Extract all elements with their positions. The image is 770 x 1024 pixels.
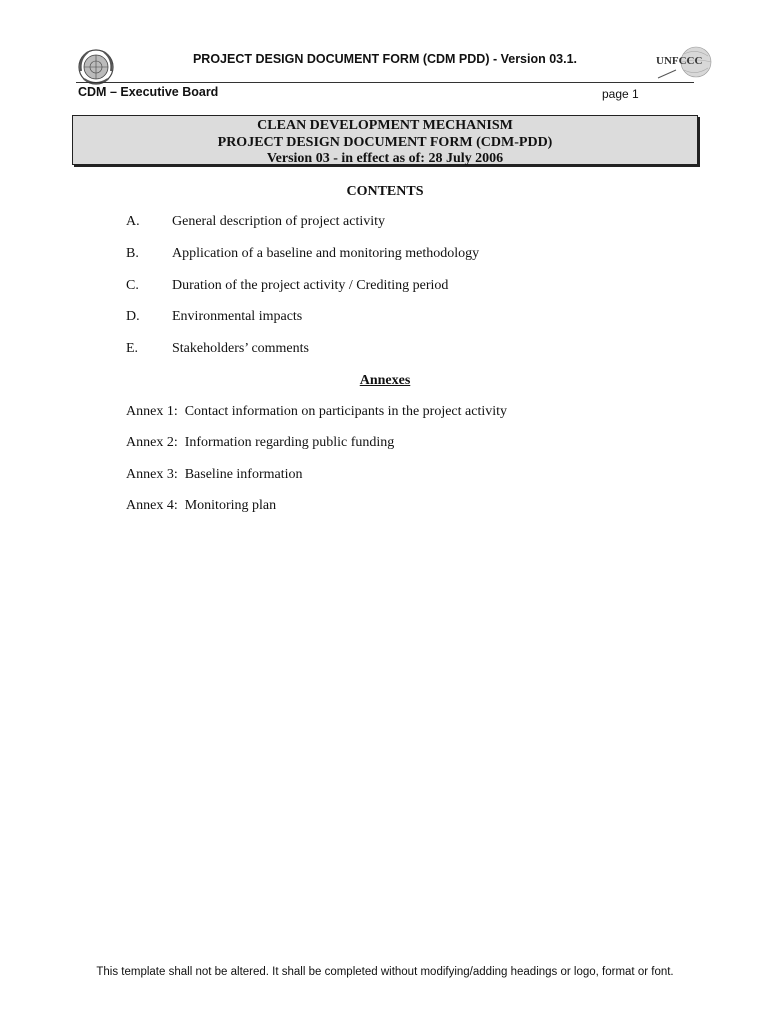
toc-letter: E. bbox=[126, 341, 139, 356]
toc-item-c bbox=[0, 278, 770, 298]
annex-item-2: Annex 2: Information regarding public funding bbox=[126, 435, 395, 450]
footer-notice: This template shall not be altered. It shall be completed without modifying/adding headings or logo, format or font. bbox=[96, 966, 674, 978]
toc-letter: D. bbox=[126, 309, 140, 324]
header-divider bbox=[76, 82, 694, 83]
annex-item-1: Annex 1: Contact information on participants in the project activity bbox=[126, 404, 508, 419]
title-line-2: PROJECT DESIGN DOCUMENT FORM (CDM-PDD) bbox=[217, 134, 553, 150]
document-title-box bbox=[72, 115, 698, 165]
contents-heading: CONTENTS bbox=[346, 184, 424, 199]
toc-text: Application of a baseline and monitoring methodology bbox=[172, 246, 480, 261]
toc-item-a bbox=[0, 214, 770, 234]
toc-text: General description of project activity bbox=[172, 214, 386, 229]
toc-letter: C. bbox=[126, 278, 139, 293]
toc-item-d bbox=[0, 309, 770, 329]
svg-text:UNFCCC: UNFCCC bbox=[656, 55, 703, 67]
header-title: PROJECT DESIGN DOCUMENT FORM (CDM PDD) - Version 03.1. bbox=[192, 52, 578, 66]
title-line-1: CLEAN DEVELOPMENT MECHANISM bbox=[257, 118, 513, 133]
toc-text: Duration of the project activity / Crediting period bbox=[172, 278, 449, 293]
toc-letter: A. bbox=[126, 214, 140, 229]
toc-item-e bbox=[0, 341, 770, 361]
toc-letter: B. bbox=[126, 246, 139, 261]
page-number: page 1 bbox=[602, 87, 639, 101]
annex-item-4: Annex 4: Monitoring plan bbox=[126, 498, 277, 513]
annex-item-3: Annex 3: Baseline information bbox=[126, 467, 303, 482]
toc-text: Environmental impacts bbox=[172, 309, 303, 324]
toc-item-b bbox=[0, 246, 770, 266]
annexes-heading: Annexes bbox=[359, 373, 411, 388]
toc-text: Stakeholders’ comments bbox=[172, 341, 309, 356]
executive-board-label: CDM – Executive Board bbox=[78, 85, 219, 99]
title-line-3: Version 03 - in effect as of: 28 July 2006 bbox=[266, 151, 504, 166]
